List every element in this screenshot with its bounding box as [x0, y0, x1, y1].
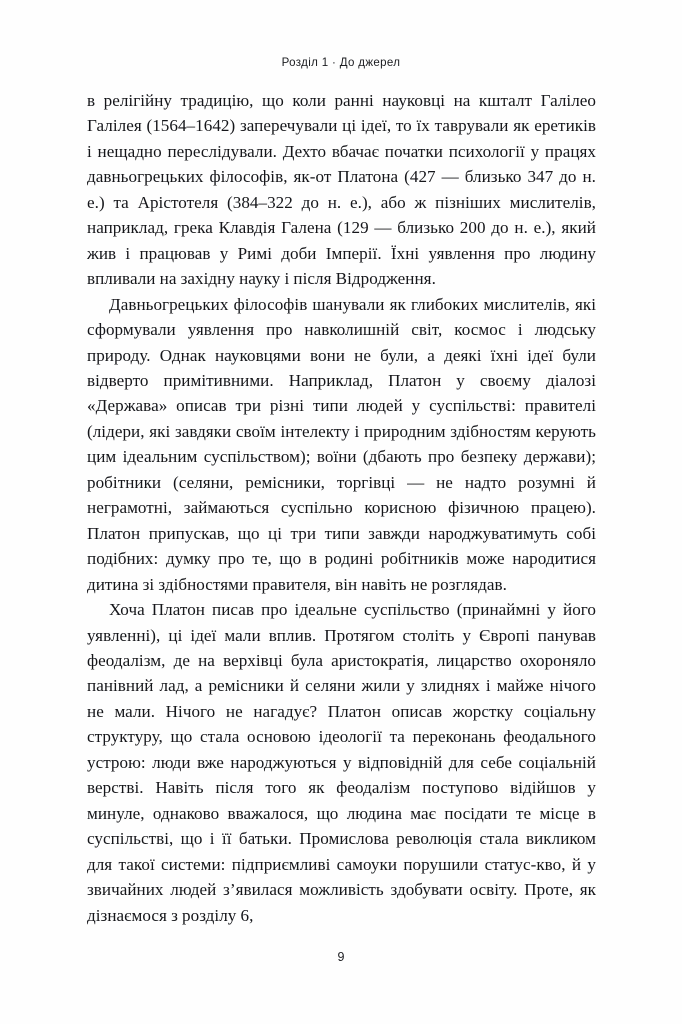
paragraph: Хоча Платон писав про ідеальне суспільство (принаймні у його уявленні), ці ідеї мали вплив. Протягом століть у Європі панував феодалізм, де на верхівці була аристократія, лицарство охороняло панівний лад, а ремісники й селяни жили у злиднях і майже нічого не мали. Нічого не нагадує? Платон описав жорстку соціальну структуру, що стала основою ідеології та переконань феодального устрою: люди вже народжуються у відповідній для себе соціальній верстві. Навіть після того як феодалізм поступово відійшов у минуле, однаково вважалося, що людина має посідати те місце в суспільстві, що і її батьки. Промислова революція стала викликом для такої системи: підприємливі самоуки порушили статус-кво, й у звичайних людей з’явилася можливість здобувати освіту. Проте, як дізнаємося з розділу 6,: [87, 600, 596, 925]
running-head: Розділ 1 · До джерел: [281, 57, 401, 69]
paragraph: в релігійну традицію, що коли ранні науковці на кшталт Галілео Галілея (1564–1642) заперечували ці ідеї, то їх таврували як еретиків і нещадно переслідували. Дехто вбачає початки психології у працях давньогрецьких філософів, як-от Платона (427 — близько 347 до н. е.) та Арістотеля (384–322 до н. е.), або ж пізніших мислителів, наприклад, грека Клавдія Галена (129 — близько 200 до н. е.), який жив і працював у Римі доби Імперії. Їхні уявлення про людину впливали на західну науку і після Відродження.: [87, 91, 596, 289]
page-number: 9: [337, 950, 345, 964]
body-text-block: [87, 88, 596, 928]
paragraph: Давньогрецьких філософів шанували як глибоких мислителів, які сформували уявлення про навколишній світ, космос і людську природу. Однак науковцями вони не були, а деякі їхні ідеї були відверто примітивними. Наприклад, Платон у своєму діалозі «Держава» описав три різні типи людей у суспільстві: правителі (лідери, які завдяки своїм інтелекту і природним здібностям керують цим ідеальним суспільством); воїни (дбають про безпеку держави); робітники (селяни, ремісники, торгівці — не надто розумні й неграмотні, займаються суспільно корисною фізичною працею). Платон припускав, що ці три типи завжди народжуватимуть собі подібних: думку про те, що в родині робітників може народитися дитина зі здібностями правителя, він навіть не розглядав.: [87, 294, 596, 594]
